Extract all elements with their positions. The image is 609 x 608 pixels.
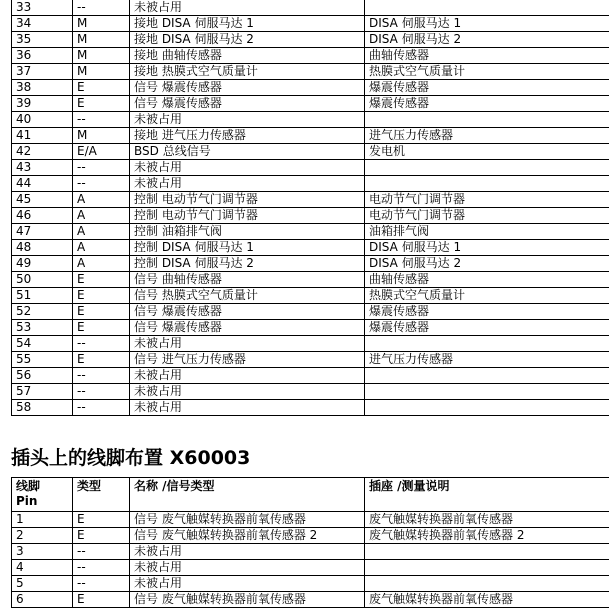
measurement-note: 热膜式空气质量计 <box>365 64 609 80</box>
signal-name: 接地 DISA 伺服马达 2 <box>130 32 365 48</box>
pin-number: 46 <box>12 208 73 224</box>
pin-type: -- <box>73 0 130 16</box>
measurement-note: 进气压力传感器 <box>365 128 609 144</box>
pin-type: E <box>73 592 130 608</box>
header-pin-line2: Pin <box>16 494 72 509</box>
signal-name: 信号 爆震传感器 <box>130 80 365 96</box>
signal-name: 未被占用 <box>130 160 365 176</box>
measurement-note <box>365 544 609 560</box>
table-row <box>12 320 609 336</box>
table-row <box>12 112 609 128</box>
measurement-note: DISA 伺服马达 2 <box>365 32 609 48</box>
pin-number: 40 <box>12 112 73 128</box>
signal-name: 控制 电动节气门调节器 <box>130 208 365 224</box>
table-row <box>12 592 609 608</box>
signal-name: 未被占用 <box>130 368 365 384</box>
pin-table-body <box>12 0 609 416</box>
table-row <box>12 160 609 176</box>
measurement-note <box>365 160 609 176</box>
table-row <box>12 32 609 48</box>
header-measurement: 插座 /测量说明 <box>365 478 609 512</box>
measurement-note: 废气触媒转换器前氧传感器 2 <box>365 528 609 544</box>
pin-number: 53 <box>12 320 73 336</box>
signal-name: 接地 进气压力传感器 <box>130 128 365 144</box>
measurement-note <box>365 336 609 352</box>
signal-name: 未被占用 <box>130 176 365 192</box>
pin-type: M <box>73 48 130 64</box>
measurement-note: 爆震传感器 <box>365 80 609 96</box>
table-row <box>12 352 609 368</box>
pin-type: E <box>73 512 130 528</box>
header-name: 名称 /信号类型 <box>130 478 365 512</box>
table-row <box>12 560 609 576</box>
pin-type: E <box>73 304 130 320</box>
pin-number: 38 <box>12 80 73 96</box>
pin-number: 48 <box>12 240 73 256</box>
measurement-note <box>365 112 609 128</box>
measurement-note: DISA 伺服马达 1 <box>365 240 609 256</box>
pin-number: 52 <box>12 304 73 320</box>
pin-number: 35 <box>12 32 73 48</box>
table-row <box>12 400 609 416</box>
measurement-note <box>365 560 609 576</box>
measurement-note: DISA 伺服马达 1 <box>365 16 609 32</box>
measurement-note <box>365 176 609 192</box>
measurement-note: 发电机 <box>365 144 609 160</box>
pin-type: -- <box>73 160 130 176</box>
measurement-note: 热膜式空气质量计 <box>365 288 609 304</box>
pin-type: A <box>73 240 130 256</box>
signal-name: 未被占用 <box>130 0 365 16</box>
measurement-note: 废气触媒转换器前氧传感器 <box>365 592 609 608</box>
signal-name: 接地 热膜式空气质量计 <box>130 64 365 80</box>
measurement-note <box>365 384 609 400</box>
pin-number: 36 <box>12 48 73 64</box>
measurement-note <box>365 400 609 416</box>
pin-number: 41 <box>12 128 73 144</box>
header-pin <box>12 478 73 512</box>
table-header-row <box>12 478 609 512</box>
measurement-note: 电动节气门调节器 <box>365 192 609 208</box>
pin-type: A <box>73 208 130 224</box>
pin-number: 33 <box>12 0 73 16</box>
pin-type: A <box>73 256 130 272</box>
signal-name: 未被占用 <box>130 544 365 560</box>
pin-number: 51 <box>12 288 73 304</box>
pin-type: M <box>73 64 130 80</box>
pin-type: -- <box>73 368 130 384</box>
signal-name: 信号 曲轴传感器 <box>130 272 365 288</box>
signal-name: 控制 DISA 伺服马达 2 <box>130 256 365 272</box>
pin-type: E <box>73 320 130 336</box>
signal-name: 信号 爆震传感器 <box>130 320 365 336</box>
measurement-note: 曲轴传感器 <box>365 272 609 288</box>
measurement-note: 废气触媒转换器前氧传感器 <box>365 512 609 528</box>
measurement-note: 油箱排气阀 <box>365 224 609 240</box>
pin-number: 45 <box>12 192 73 208</box>
table-row <box>12 384 609 400</box>
table-row <box>12 64 609 80</box>
table-row <box>12 224 609 240</box>
signal-name: 接地 DISA 伺服马达 1 <box>130 16 365 32</box>
table-row <box>12 288 609 304</box>
signal-name: 未被占用 <box>130 560 365 576</box>
pin-table-continued <box>11 0 609 416</box>
measurement-note <box>365 0 609 16</box>
pin-number: 47 <box>12 224 73 240</box>
table-row <box>12 544 609 560</box>
signal-name: 未被占用 <box>130 384 365 400</box>
pin-number: 34 <box>12 16 73 32</box>
signal-name: 未被占用 <box>130 400 365 416</box>
pin-table-body <box>12 512 609 608</box>
signal-name: 信号 热膜式空气质量计 <box>130 288 365 304</box>
pin-type: E <box>73 288 130 304</box>
table-row <box>12 128 609 144</box>
pin-number: 42 <box>12 144 73 160</box>
pin-type: M <box>73 16 130 32</box>
table-row <box>12 368 609 384</box>
table-row <box>12 96 609 112</box>
measurement-note <box>365 576 609 592</box>
table-row <box>12 48 609 64</box>
table-row <box>12 528 609 544</box>
signal-name: 信号 进气压力传感器 <box>130 352 365 368</box>
signal-name: 信号 爆震传感器 <box>130 304 365 320</box>
pin-number: 2 <box>12 528 73 544</box>
table-row <box>12 208 609 224</box>
pin-number: 43 <box>12 160 73 176</box>
measurement-note: 爆震传感器 <box>365 320 609 336</box>
pin-table-x60003 <box>11 477 609 608</box>
pin-number: 39 <box>12 96 73 112</box>
signal-name: BSD 总线信号 <box>130 144 365 160</box>
table-row <box>12 16 609 32</box>
pin-number: 5 <box>12 576 73 592</box>
table-row <box>12 144 609 160</box>
signal-name: 信号 爆震传感器 <box>130 96 365 112</box>
pin-type: -- <box>73 576 130 592</box>
pin-type: -- <box>73 384 130 400</box>
pin-type: E <box>73 528 130 544</box>
measurement-note <box>365 368 609 384</box>
pin-number: 44 <box>12 176 73 192</box>
measurement-note: 进气压力传感器 <box>365 352 609 368</box>
pin-type: E <box>73 352 130 368</box>
table-row <box>12 240 609 256</box>
pin-number: 49 <box>12 256 73 272</box>
table-row <box>12 176 609 192</box>
pin-type: A <box>73 224 130 240</box>
signal-name: 控制 电动节气门调节器 <box>130 192 365 208</box>
pin-type: A <box>73 192 130 208</box>
signal-name: 信号 废气触媒转换器前氧传感器 <box>130 512 365 528</box>
table-row <box>12 256 609 272</box>
measurement-note: 曲轴传感器 <box>365 48 609 64</box>
table-row <box>12 512 609 528</box>
pin-type: -- <box>73 112 130 128</box>
signal-name: 未被占用 <box>130 576 365 592</box>
pin-number: 37 <box>12 64 73 80</box>
signal-name: 信号 废气触媒转换器前氧传感器 <box>130 592 365 608</box>
signal-name: 接地 曲轴传感器 <box>130 48 365 64</box>
pin-number: 50 <box>12 272 73 288</box>
measurement-note: DISA 伺服马达 2 <box>365 256 609 272</box>
pin-number: 56 <box>12 368 73 384</box>
pin-type: -- <box>73 336 130 352</box>
pin-type: M <box>73 128 130 144</box>
header-type: 类型 <box>73 478 130 512</box>
pin-number: 55 <box>12 352 73 368</box>
table-row <box>12 80 609 96</box>
signal-name: 未被占用 <box>130 336 365 352</box>
measurement-note: 电动节气门调节器 <box>365 208 609 224</box>
pin-type: M <box>73 32 130 48</box>
pin-type: -- <box>73 400 130 416</box>
table-row <box>12 576 609 592</box>
signal-name: 信号 废气触媒转换器前氧传感器 2 <box>130 528 365 544</box>
pin-number: 58 <box>12 400 73 416</box>
table-row <box>12 304 609 320</box>
pin-type: -- <box>73 176 130 192</box>
pin-number: 3 <box>12 544 73 560</box>
pin-type: E <box>73 272 130 288</box>
pin-number: 6 <box>12 592 73 608</box>
pin-type: -- <box>73 544 130 560</box>
measurement-note: 爆震传感器 <box>365 304 609 320</box>
table-row <box>12 272 609 288</box>
table-row <box>12 336 609 352</box>
pin-number: 54 <box>12 336 73 352</box>
pin-number: 1 <box>12 512 73 528</box>
pin-type: E <box>73 80 130 96</box>
pin-type: E/A <box>73 144 130 160</box>
table-row <box>12 192 609 208</box>
pin-number: 57 <box>12 384 73 400</box>
header-pin-line1: 线脚 <box>16 479 72 494</box>
signal-name: 控制 油箱排气阀 <box>130 224 365 240</box>
pin-type: -- <box>73 560 130 576</box>
pin-number: 4 <box>12 560 73 576</box>
section-title: 插头上的线脚布置 X60003 <box>11 443 250 470</box>
measurement-note: 爆震传感器 <box>365 96 609 112</box>
signal-name: 控制 DISA 伺服马达 1 <box>130 240 365 256</box>
signal-name: 未被占用 <box>130 112 365 128</box>
pin-type: E <box>73 96 130 112</box>
table-row <box>12 0 609 16</box>
